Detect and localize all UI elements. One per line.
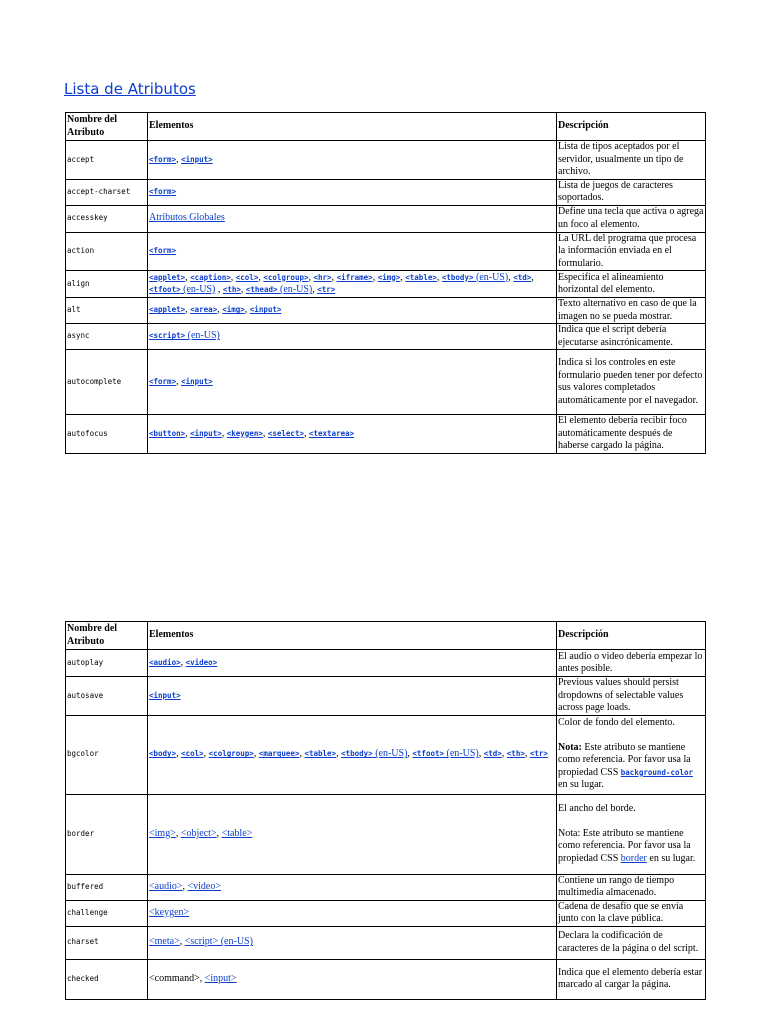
- attribute-elements: [148, 232, 557, 271]
- attribute-row: [66, 900, 706, 926]
- element-tag-link[interactable]: <applet>: [149, 272, 186, 282]
- text-segment: ,: [244, 304, 250, 316]
- text-segment: ,: [185, 304, 191, 316]
- text-segment: Texto alternativo en caso de que la imagen no se pueda mostrar.: [558, 298, 697, 322]
- note-label: Nota:: [558, 741, 582, 753]
- text-segment: <command>,: [149, 972, 205, 984]
- attribute-name: align: [66, 271, 148, 298]
- text-segment: La URL del programa que procesa la información enviada en el formulario.: [558, 232, 697, 269]
- text-segment: Nota: Este atributo se mantiene como referencia. Por favor usa la propiedad CSS: [558, 827, 691, 864]
- reference-link[interactable]: (en-US): [444, 748, 479, 760]
- text-segment: Lista de juegos de caracteres soportados.: [558, 179, 673, 203]
- attribute-name: autosave: [66, 677, 148, 716]
- reference-link[interactable]: (en-US): [180, 284, 216, 295]
- table-body: [66, 650, 706, 1000]
- text-segment: ,: [372, 271, 378, 283]
- attribute-name: checked: [66, 959, 148, 999]
- attribute-elements: [148, 298, 557, 324]
- element-tag-link[interactable]: <tbody>: [441, 272, 474, 282]
- header-name: Nombre del Atributo: [66, 113, 148, 141]
- text-segment: ,: [182, 880, 188, 892]
- attribute-name: challenge: [66, 900, 148, 926]
- attributes-table-2: [65, 621, 706, 1000]
- element-tag-link[interactable]: <textarea>: [308, 428, 355, 438]
- attribute-row: [66, 298, 706, 324]
- attribute-name: buffered: [66, 874, 148, 900]
- attribute-description: [557, 179, 706, 205]
- attribute-row: [66, 794, 706, 874]
- element-tag-link[interactable]: <applet>: [149, 305, 186, 315]
- reference-link[interactable]: <meta>: [149, 936, 180, 948]
- element-tag-link[interactable]: <col>: [235, 272, 259, 282]
- attribute-name: bgcolor: [66, 715, 148, 794]
- attribute-name: async: [66, 324, 148, 350]
- attribute-elements: [148, 794, 557, 874]
- element-tag-link[interactable]: <th>: [222, 285, 241, 294]
- attribute-name: autocomplete: [66, 350, 148, 415]
- element-tag-link[interactable]: <tr>: [317, 285, 336, 294]
- reference-link[interactable]: (en-US): [277, 284, 313, 295]
- text-segment: ,: [179, 936, 185, 948]
- attribute-description: [557, 874, 706, 900]
- element-tag-link[interactable]: <tr>: [529, 749, 548, 759]
- text-segment: Indica que el elemento debería estar marcado al cargar la página.: [558, 966, 703, 990]
- element-tag-link[interactable]: <input>: [190, 428, 222, 438]
- attribute-row: [66, 715, 706, 794]
- attribute-elements: [148, 205, 557, 232]
- attribute-description: [557, 271, 706, 298]
- attribute-description: [557, 677, 706, 716]
- attribute-elements: [148, 926, 557, 959]
- reference-link[interactable]: <object>: [180, 827, 217, 839]
- text-segment: ,: [221, 427, 227, 439]
- attribute-description: [557, 715, 706, 794]
- description-paragraph: [558, 272, 704, 297]
- description-paragraph: [558, 298, 704, 323]
- attribute-elements: [148, 959, 557, 999]
- header-description: Descripción: [557, 113, 706, 141]
- text-segment: ,: [299, 748, 305, 760]
- text-segment: Indica si los controles en este formulario pueden tener por defecto sus valores completados automáticamente por el navegador.: [558, 357, 703, 406]
- text-segment: ,: [217, 304, 223, 316]
- description-paragraph: [558, 206, 704, 231]
- text-segment: ,: [336, 748, 342, 760]
- text-segment: ,: [175, 827, 181, 839]
- attribute-name: action: [66, 232, 148, 271]
- text-segment: ,: [501, 748, 507, 760]
- element-tag-link[interactable]: <tbody>: [341, 749, 373, 759]
- attribute-description: [557, 232, 706, 271]
- element-tag-link[interactable]: <tfoot>: [149, 285, 181, 294]
- element-tag-link[interactable]: <audio>: [149, 657, 181, 667]
- attribute-description: [557, 324, 706, 350]
- table-header-row: [66, 622, 706, 650]
- attribute-row: [66, 959, 706, 999]
- attribute-elements: [148, 271, 557, 298]
- text-segment: ,: [253, 748, 259, 760]
- attribute-description: [557, 926, 706, 959]
- attribute-description: [557, 650, 706, 677]
- attribute-name: accept: [66, 141, 148, 180]
- text-segment: ,: [180, 656, 186, 668]
- page-title[interactable]: Lista de Atributos: [64, 80, 196, 98]
- text-segment: ,: [407, 748, 413, 760]
- text-segment: ,: [230, 271, 236, 283]
- text-segment: Contiene un rango de tiempo multimedia almacenado.: [558, 874, 675, 898]
- reference-link[interactable]: border: [620, 852, 647, 864]
- text-segment: ,: [216, 827, 222, 839]
- text-segment: ,: [331, 271, 337, 283]
- element-tag-link[interactable]: <thead>: [245, 285, 278, 294]
- attribute-name: autofocus: [66, 415, 148, 454]
- attribute-row: [66, 650, 706, 677]
- element-tag-link[interactable]: <td>: [513, 272, 532, 282]
- element-tag-link[interactable]: <video>: [185, 657, 218, 667]
- attribute-row: [66, 926, 706, 959]
- text-segment: ,: [436, 271, 442, 283]
- attribute-elements: [148, 900, 557, 926]
- text-segment: en su lugar.: [646, 852, 696, 864]
- element-tag-link[interactable]: <hr>: [313, 272, 332, 282]
- text-segment: ,: [203, 748, 209, 760]
- text-segment: Cadena de desafío que se envía junto con la clave pública.: [558, 900, 684, 924]
- description-paragraph: [558, 357, 704, 407]
- element-tag-link[interactable]: <marquee>: [258, 749, 300, 759]
- element-tag-link[interactable]: <area>: [190, 305, 218, 315]
- attribute-description: [557, 141, 706, 180]
- text-segment: Indica que el script debería ejecutarse asincrónicamente.: [558, 324, 673, 348]
- reference-link[interactable]: (en-US): [185, 330, 220, 342]
- reference-link[interactable]: <script> (en-US): [184, 936, 253, 948]
- description-paragraph: [558, 803, 704, 816]
- element-tag-link[interactable]: <colgroup>: [208, 749, 254, 759]
- reference-link[interactable]: <input>: [204, 972, 237, 984]
- description-paragraph: [558, 651, 704, 676]
- element-tag-link[interactable]: <form>: [149, 154, 177, 164]
- reference-link[interactable]: (en-US): [372, 748, 408, 760]
- attribute-row: [66, 350, 706, 415]
- table-body: [66, 141, 706, 454]
- description-paragraph: [558, 233, 704, 271]
- attribute-description: [557, 959, 706, 999]
- element-tag-link[interactable]: <select>: [267, 428, 304, 438]
- attribute-row: [66, 415, 706, 454]
- text-segment: ,: [176, 153, 182, 165]
- element-tag-link[interactable]: <button>: [149, 428, 186, 438]
- reference-link[interactable]: <img>: [149, 827, 176, 839]
- attribute-elements: [148, 179, 557, 205]
- attribute-name: accept-charset: [66, 179, 148, 205]
- element-tag-link[interactable]: <colgroup>: [263, 272, 309, 282]
- attribute-row: [66, 141, 706, 180]
- element-tag-link[interactable]: <td>: [483, 749, 502, 759]
- attribute-elements: [148, 874, 557, 900]
- element-tag-link[interactable]: <img>: [377, 272, 401, 282]
- header-elements: Elementos: [148, 113, 557, 141]
- text-segment: El ancho del borde.: [558, 803, 636, 814]
- text-segment: Especifica el alineamiento horizontal del elemento.: [558, 271, 664, 295]
- attribute-description: [557, 794, 706, 874]
- text-segment: Define una tecla que activa o agrega un foco al elemento.: [558, 206, 704, 230]
- text-segment: Este atributo se mantiene como referencia. Por favor usa la propiedad CSS: [558, 741, 691, 778]
- element-tag-link[interactable]: <col>: [181, 749, 204, 759]
- attribute-name: border: [66, 794, 148, 874]
- text-segment: ,: [176, 748, 182, 760]
- header-name: Nombre del Atributo: [66, 622, 148, 650]
- text-segment: ,: [215, 284, 223, 295]
- element-tag-link[interactable]: <body>: [149, 749, 177, 759]
- element-tag-link[interactable]: <keygen>: [226, 428, 263, 438]
- header-elements: Elementos: [148, 622, 557, 650]
- text-segment: ,: [531, 271, 534, 283]
- css-property-link[interactable]: background-color: [620, 767, 694, 777]
- attribute-elements: [148, 650, 557, 677]
- element-tag-link[interactable]: <form>: [149, 246, 177, 255]
- attribute-elements: [148, 350, 557, 415]
- text-segment: ,: [400, 271, 406, 283]
- element-tag-link[interactable]: <form>: [149, 376, 177, 386]
- attribute-name: alt: [66, 298, 148, 324]
- description-paragraph: [558, 901, 704, 926]
- element-tag-link[interactable]: <tfoot>: [412, 749, 445, 759]
- element-tag-link[interactable]: <input>: [249, 305, 282, 315]
- attribute-row: [66, 271, 706, 298]
- attribute-name: charset: [66, 926, 148, 959]
- element-tag-link[interactable]: <table>: [405, 272, 437, 282]
- text-segment: El elemento debería recibir foco automáticamente después de haberse cargado la página.: [558, 415, 687, 452]
- text-segment: ,: [185, 427, 191, 439]
- element-tag-link[interactable]: <caption>: [190, 272, 231, 282]
- reference-link[interactable]: <video>: [187, 880, 221, 892]
- text-segment: ,: [185, 271, 191, 283]
- element-tag-link[interactable]: <form>: [149, 186, 177, 196]
- element-tag-link[interactable]: <th>: [506, 749, 525, 759]
- text-segment: ,: [312, 284, 318, 295]
- attribute-elements: [148, 141, 557, 180]
- description-paragraph: [558, 875, 704, 900]
- reference-link[interactable]: <keygen>: [149, 906, 190, 918]
- element-tag-link[interactable]: <input>: [149, 690, 181, 700]
- text-segment: Previous values should persist dropdowns of selectable values across page loads.: [558, 677, 684, 713]
- text-segment: ,: [524, 748, 530, 760]
- element-tag-link[interactable]: <img>: [222, 305, 245, 315]
- text-segment: en su lugar.: [558, 779, 604, 791]
- description-paragraph: [558, 415, 704, 453]
- attribute-description: [557, 205, 706, 232]
- attribute-row: [66, 324, 706, 350]
- description-paragraph: [558, 930, 704, 955]
- text-segment: ,: [303, 427, 309, 439]
- reference-link[interactable]: <table>: [221, 827, 253, 839]
- description-paragraph: [558, 324, 704, 349]
- text-segment: ,: [176, 375, 182, 387]
- attribute-row: [66, 205, 706, 232]
- text-segment: ,: [478, 748, 484, 760]
- text-segment: ,: [240, 284, 246, 295]
- description-paragraph: [558, 677, 704, 715]
- attribute-name: accesskey: [66, 205, 148, 232]
- description-paragraph: [558, 967, 704, 992]
- attributes-table-1: [65, 112, 706, 454]
- attribute-row: [66, 179, 706, 205]
- description-paragraph: [558, 717, 704, 730]
- attribute-elements: [148, 324, 557, 350]
- element-tag-link[interactable]: <input>: [181, 154, 213, 164]
- reference-link[interactable]: <audio>: [149, 880, 183, 892]
- attribute-description: [557, 415, 706, 454]
- attribute-row: [66, 677, 706, 716]
- text-segment: ,: [508, 271, 514, 283]
- text-segment: Declara la codificación de caracteres de la página o del script.: [558, 930, 699, 954]
- description-paragraph: [558, 742, 704, 792]
- text-segment: El audio o video debería empezar lo antes posible.: [558, 650, 703, 674]
- reference-link[interactable]: Atributos Globales: [149, 212, 225, 224]
- header-description: Descripción: [557, 622, 706, 650]
- reference-link[interactable]: (en-US): [473, 271, 509, 283]
- attribute-description: [557, 900, 706, 926]
- text-segment: ,: [258, 271, 264, 283]
- attribute-row: [66, 232, 706, 271]
- element-tag-link[interactable]: <input>: [181, 376, 213, 386]
- element-tag-link[interactable]: <iframe>: [336, 272, 373, 282]
- attribute-elements: [148, 415, 557, 454]
- text-segment: ,: [262, 427, 268, 439]
- table-header-row: [66, 113, 706, 141]
- attribute-elements: [148, 715, 557, 794]
- text-segment: ,: [308, 271, 314, 283]
- attribute-description: [557, 350, 706, 415]
- description-paragraph: [558, 828, 704, 866]
- description-paragraph: [558, 180, 704, 205]
- text-segment: Color de fondo del elemento.: [558, 717, 675, 729]
- attribute-row: [66, 874, 706, 900]
- text-segment: Lista de tipos aceptados por el servidor, usualmente un tipo de archivo.: [558, 141, 684, 177]
- attribute-elements: [148, 677, 557, 716]
- attribute-name: autoplay: [66, 650, 148, 677]
- element-tag-link[interactable]: <table>: [304, 749, 337, 759]
- attribute-description: [557, 298, 706, 324]
- description-paragraph: [558, 141, 704, 179]
- element-tag-link[interactable]: <script>: [149, 331, 186, 341]
